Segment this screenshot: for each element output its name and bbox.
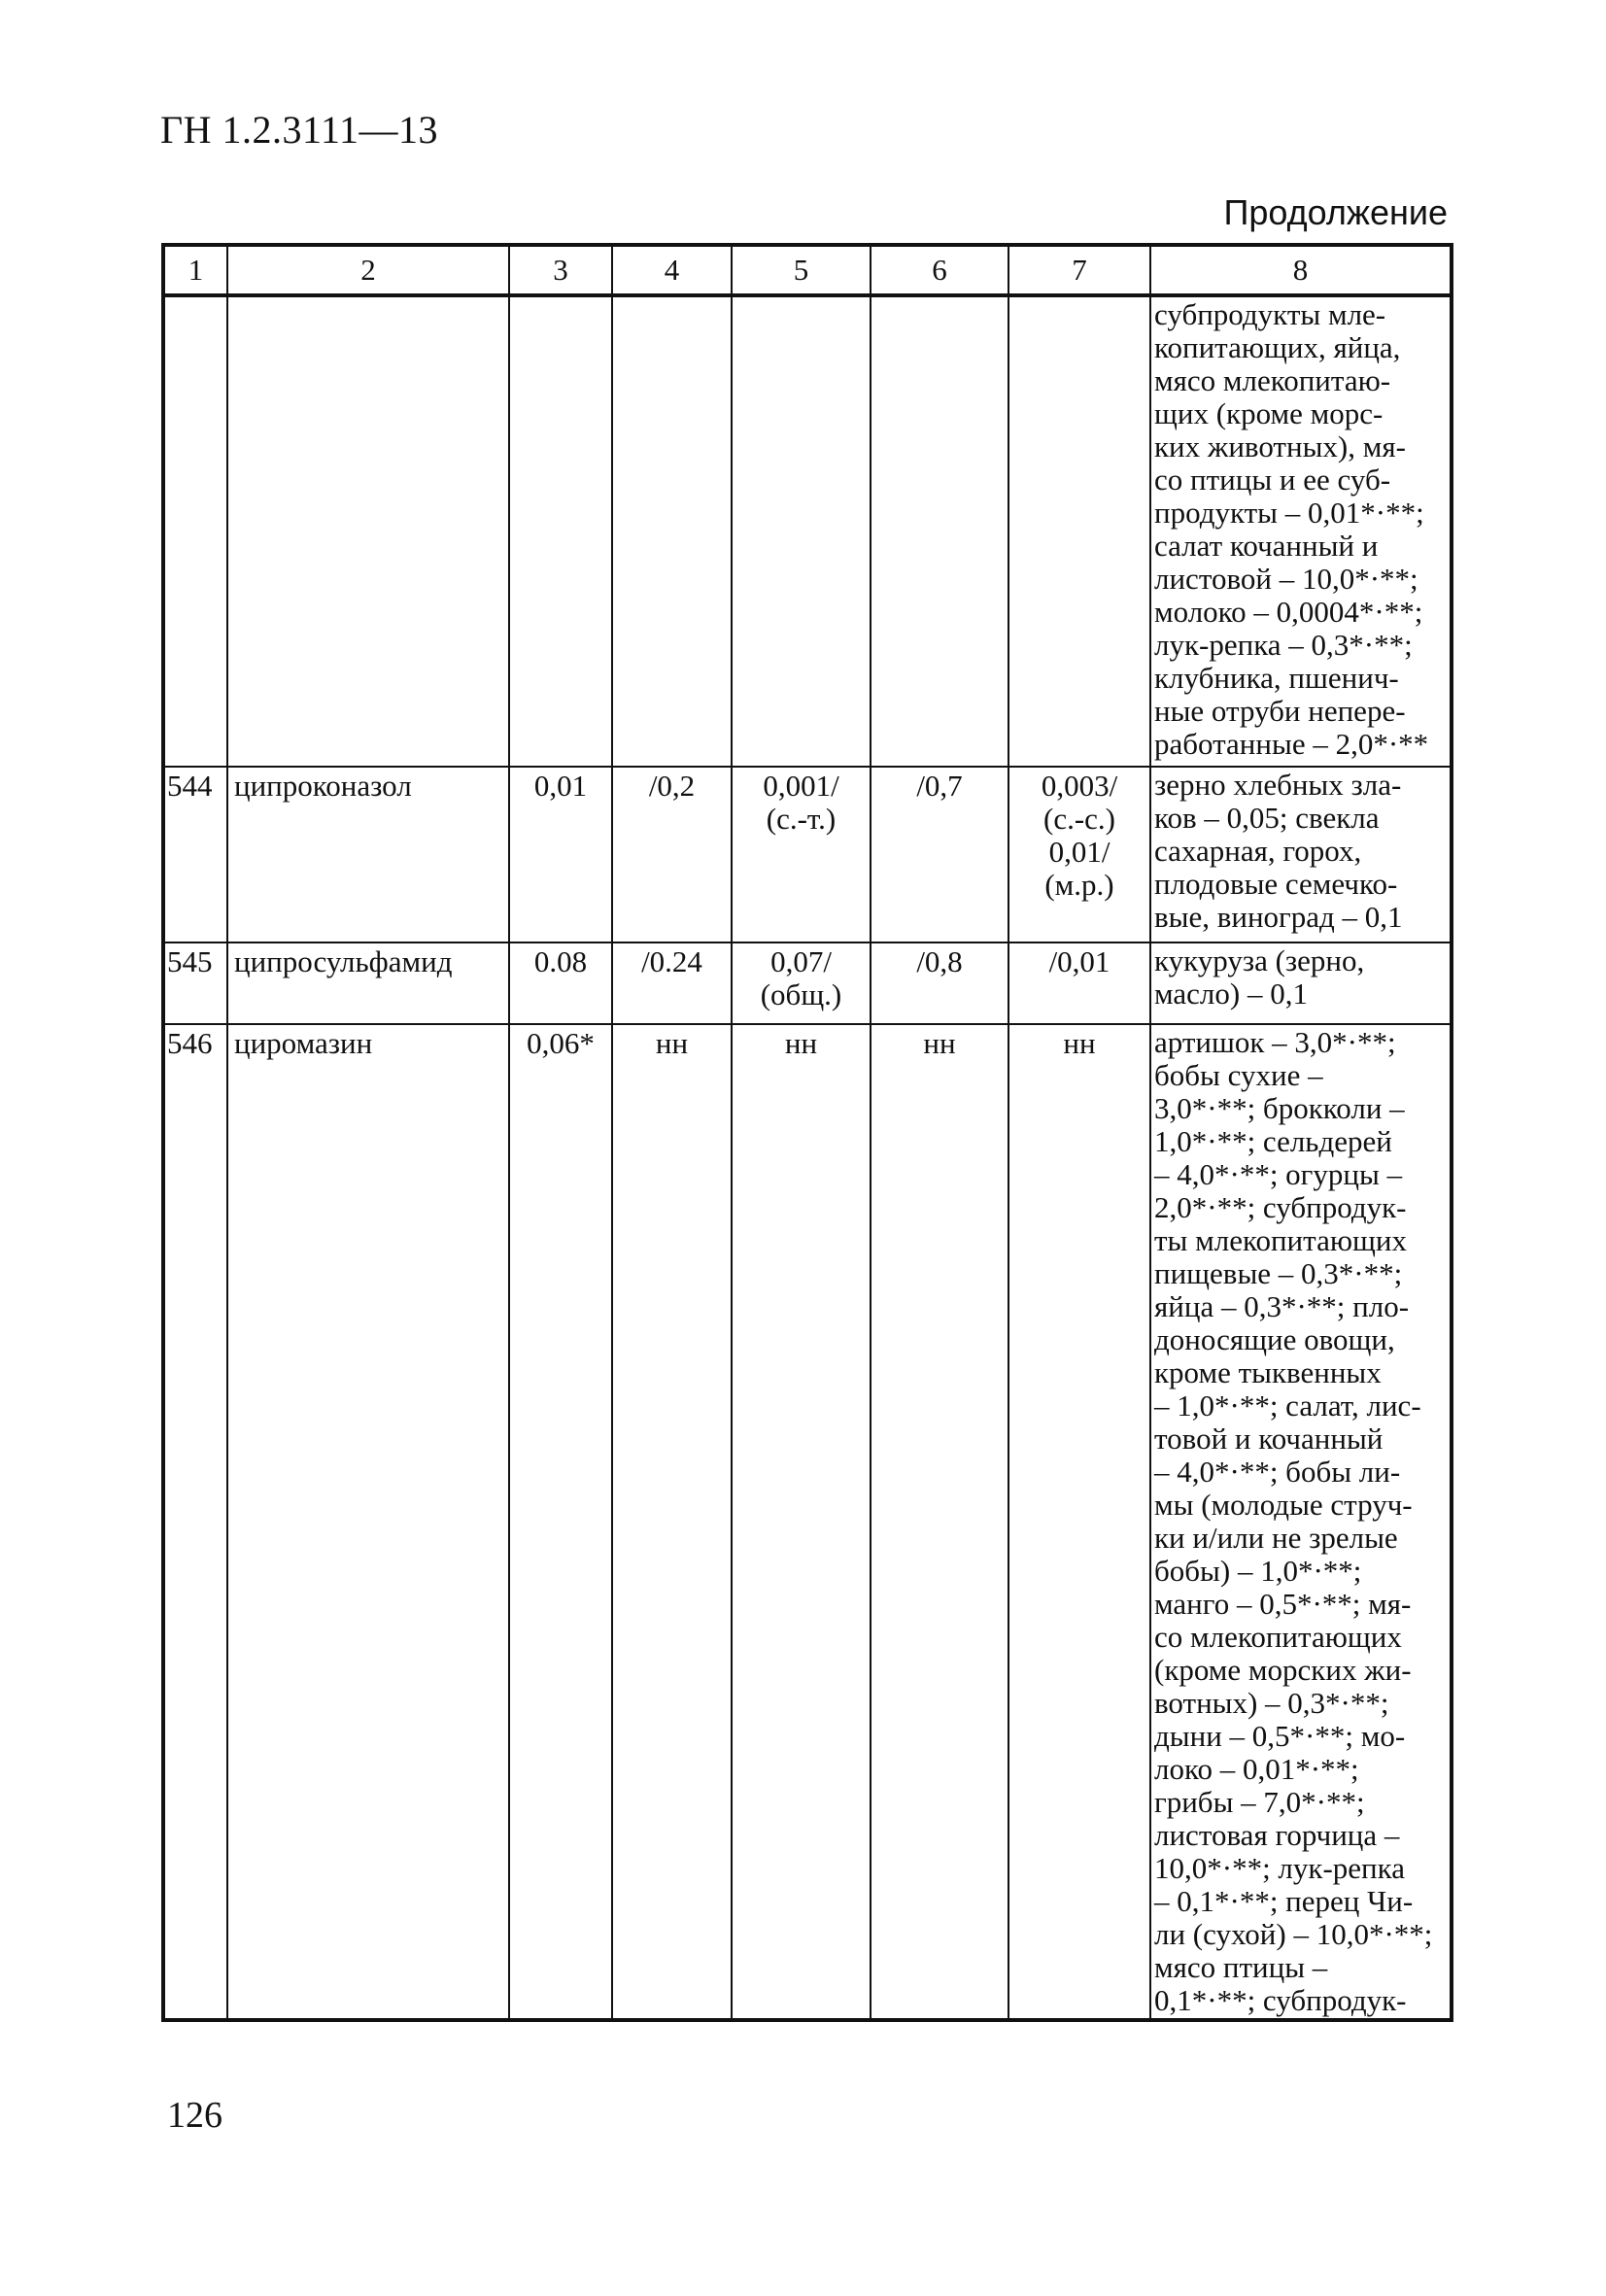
- note-line: яйца – 0,3*·**; пло-: [1154, 1289, 1410, 1323]
- cell-col5: [732, 1024, 871, 2020]
- page-number: 126: [167, 2095, 222, 2136]
- note-line: молоко – 0,0004*·**;: [1154, 595, 1423, 629]
- note-line: манго – 0,5*·**; мя-: [1154, 1587, 1412, 1621]
- note-line: вые, виноград – 0,1: [1154, 900, 1403, 934]
- note-line: салат кочанный и: [1154, 529, 1379, 563]
- note-line: – 0,1*·**; перец Чи-: [1154, 1884, 1414, 1918]
- note-line: продукты – 0,01*·**;: [1154, 496, 1424, 530]
- cell-line: /0,01: [1048, 944, 1111, 978]
- note-line: масло) – 0,1: [1154, 977, 1308, 1011]
- header-row: [163, 245, 1452, 295]
- cell-col4: /0.24: [612, 942, 732, 1024]
- note-line: клубника, пшенич-: [1154, 661, 1399, 695]
- cell-col7: [1008, 295, 1150, 767]
- table-row: [163, 942, 1452, 1024]
- note-line: вотных) – 0,3*·**;: [1154, 1686, 1389, 1720]
- header-col-3: 3: [509, 245, 612, 295]
- note-line: ки и/или не зрелые: [1154, 1521, 1398, 1555]
- note-line: (кроме морских жи-: [1154, 1653, 1412, 1687]
- cell-col6: [871, 295, 1008, 767]
- note-line: артишок – 3,0*·**;: [1154, 1025, 1396, 1059]
- note-line: бобы сухие –: [1154, 1058, 1323, 1092]
- cell-name: циромазин: [227, 1024, 509, 2020]
- header-col-2: 2: [227, 245, 509, 295]
- table-row-continued: [163, 295, 1452, 767]
- note-line: 3,0*·**; брокколи –: [1154, 1091, 1405, 1125]
- continuation-label: Продолжение: [1223, 192, 1448, 232]
- note-line: листовая горчица –: [1154, 1818, 1400, 1852]
- note-line: ты млекопитающих: [1154, 1223, 1407, 1257]
- note-line: пищевые – 0,3*·**;: [1154, 1256, 1403, 1290]
- note-line: товой и кочанный: [1154, 1422, 1384, 1456]
- table-row: [163, 1024, 1452, 2020]
- cell-note: [1150, 767, 1452, 942]
- header-col-7: 7: [1008, 245, 1150, 295]
- cell-col3: 0,01: [509, 767, 612, 942]
- cell-num: 544: [163, 767, 227, 942]
- note-line: кроме тыквенных: [1154, 1355, 1382, 1389]
- note-line: 10,0*·**; лук-репка: [1154, 1851, 1405, 1885]
- cell-col7: [1008, 767, 1150, 942]
- note-line: работанные – 2,0*·**: [1154, 727, 1429, 761]
- note-line: ные отруби непере-: [1154, 694, 1406, 728]
- note-line: мясо птицы –: [1154, 1950, 1328, 1984]
- note-line: ких животных), мя-: [1154, 429, 1406, 463]
- note-line: кукуруза (зерно,: [1154, 943, 1365, 977]
- cell-col6: нн: [871, 1024, 1008, 2020]
- note-line: плодовые семечко-: [1154, 867, 1398, 901]
- cell-col3: 0.08: [509, 942, 612, 1024]
- note-line: локо – 0,01*·**;: [1154, 1752, 1359, 1786]
- note-line: дыни – 0,5*·**; мо-: [1154, 1719, 1406, 1753]
- note-line: – 1,0*·**; салат, лис-: [1154, 1388, 1421, 1422]
- header-col-6: 6: [871, 245, 1008, 295]
- cell-line: (м.р.): [1044, 868, 1114, 902]
- cell-note: [1150, 295, 1452, 767]
- cell-line: 0,07/: [770, 944, 832, 978]
- note-line: грибы – 7,0*·**;: [1154, 1785, 1365, 1819]
- cell-num: [163, 295, 227, 767]
- cell-name: ципросульфамид: [227, 942, 509, 1024]
- cell-col7: [1008, 942, 1150, 1024]
- note-line: – 4,0*·**; огурцы –: [1154, 1157, 1403, 1191]
- cell-line: нн: [784, 1026, 818, 1060]
- cell-note: [1150, 942, 1452, 1024]
- header-col-4: 4: [612, 245, 732, 295]
- note-line: 0,1*·**; субпродук-: [1154, 1983, 1407, 2017]
- note-line: бобы) – 1,0*·**;: [1154, 1554, 1362, 1588]
- note-line: мясо млекопитаю-: [1154, 363, 1391, 397]
- note-line: – 4,0*·**; бобы ли-: [1154, 1455, 1401, 1489]
- header-col-1: 1: [163, 245, 227, 295]
- cell-col3: 0,06*: [509, 1024, 612, 2020]
- cell-num: 545: [163, 942, 227, 1024]
- cell-line: (общ.): [760, 977, 842, 1011]
- cell-col5: [732, 295, 871, 767]
- cell-col6: /0,7: [871, 767, 1008, 942]
- note-line: со птицы и ее суб-: [1154, 463, 1391, 497]
- note-line: сахарная, горох,: [1154, 834, 1362, 868]
- note-line: 2,0*·**; субпродук-: [1154, 1190, 1407, 1224]
- note-line: субпродукты мле-: [1154, 297, 1386, 331]
- document-code: ГН 1.2.3111—13: [160, 108, 439, 152]
- cell-line: 0,001/: [763, 769, 839, 803]
- cell-name: ципроконазол: [227, 767, 509, 942]
- note-line: щих (кроме морс-: [1154, 396, 1384, 430]
- note-line: ков – 0,05; свекла: [1154, 801, 1380, 835]
- cell-col4: нн: [612, 1024, 732, 2020]
- cell-line: (с.-с.): [1043, 802, 1115, 836]
- note-line: зерно хлебных зла-: [1154, 768, 1402, 802]
- cell-col3: [509, 295, 612, 767]
- cell-col5: [732, 942, 871, 1024]
- header-col-8: 8: [1150, 245, 1452, 295]
- note-line: копитающих, яйца,: [1154, 330, 1401, 364]
- cell-name: [227, 295, 509, 767]
- cell-col5: [732, 767, 871, 942]
- cell-line: 0,003/: [1041, 769, 1118, 803]
- cell-col7: [1008, 1024, 1150, 2020]
- cell-line: (с.-т.): [766, 802, 837, 836]
- cell-col4: [612, 295, 732, 767]
- note-line: мы (молодые струч-: [1154, 1488, 1413, 1522]
- cell-note: [1150, 1024, 1452, 2020]
- note-line: листовой – 10,0*·**;: [1154, 562, 1418, 596]
- note-line: 1,0*·**; сельдерей: [1154, 1124, 1392, 1158]
- cell-line: нн: [1063, 1026, 1096, 1060]
- note-line: доносящие овощи,: [1154, 1322, 1395, 1356]
- cell-line: 0,01/: [1048, 835, 1111, 869]
- cell-col4: /0,2: [612, 767, 732, 942]
- norms-table: [161, 243, 1453, 2022]
- note-line: лук-репка – 0,3*·**;: [1154, 628, 1413, 662]
- note-line: ли (сухой) – 10,0*·**;: [1154, 1917, 1433, 1951]
- cell-col6: /0,8: [871, 942, 1008, 1024]
- cell-num: 546: [163, 1024, 227, 2020]
- note-line: со млекопитающих: [1154, 1620, 1402, 1654]
- table-row: [163, 767, 1452, 942]
- header-col-5: 5: [732, 245, 871, 295]
